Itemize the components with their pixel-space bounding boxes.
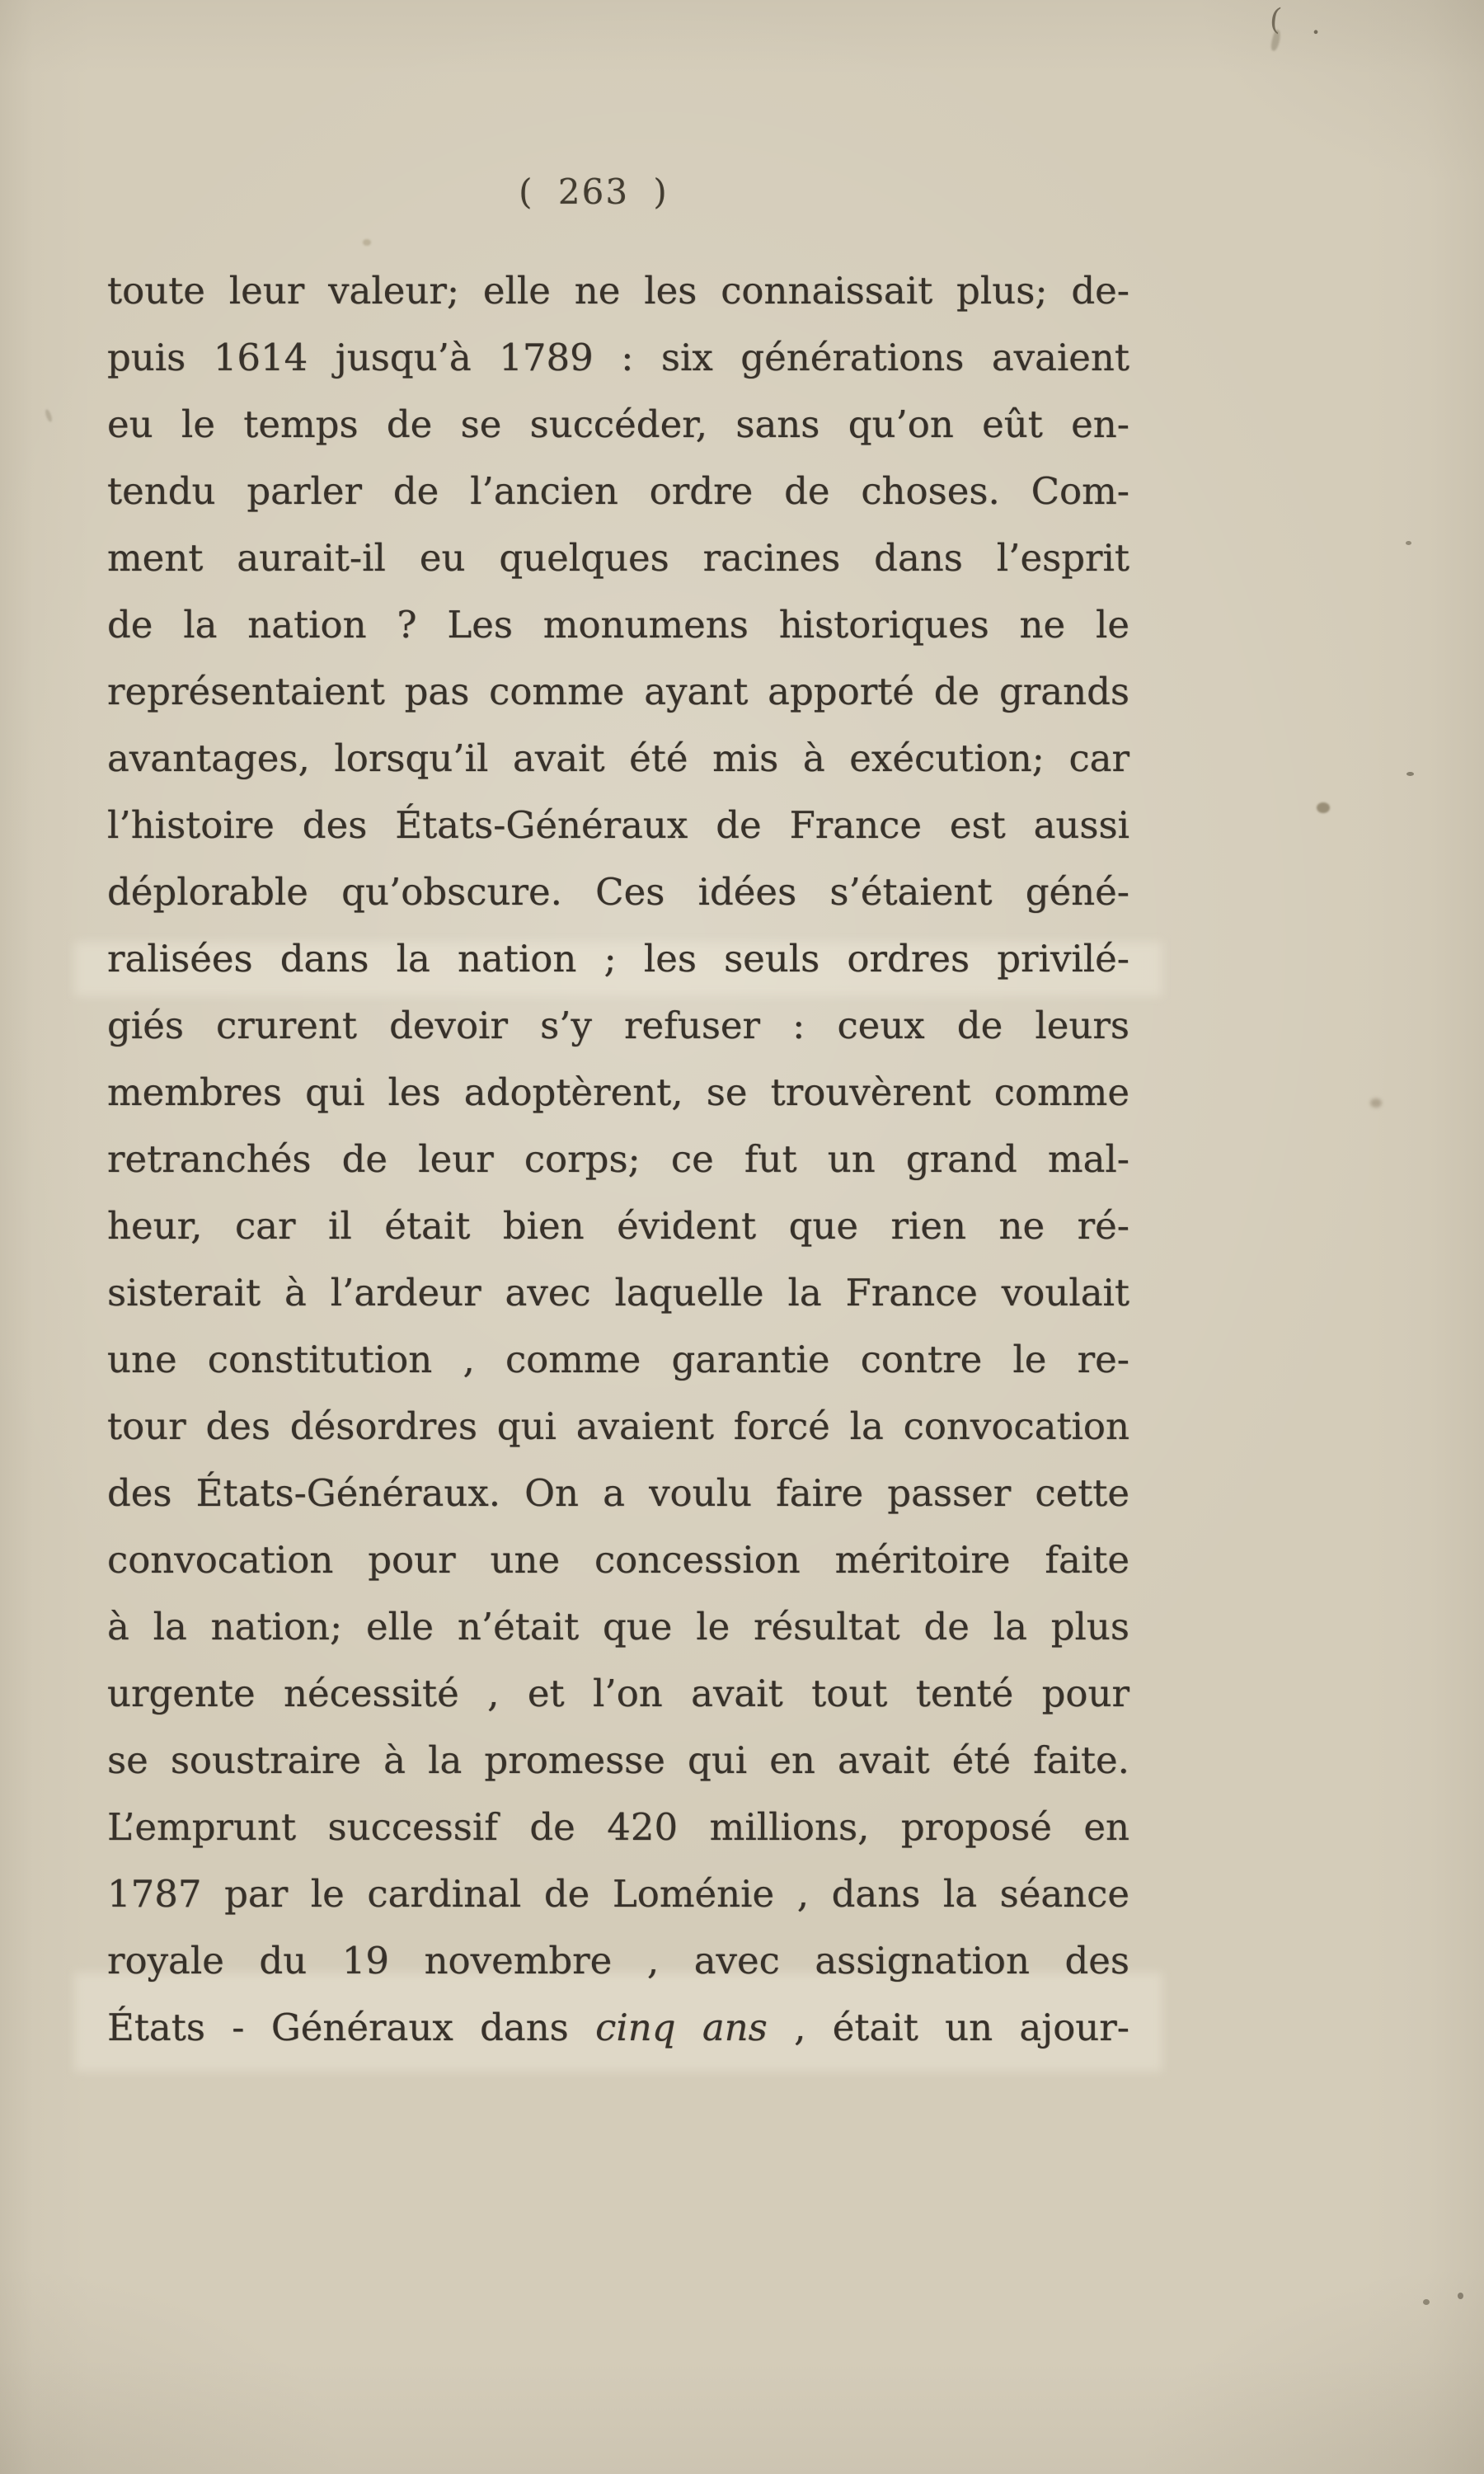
text-line: puis 1614 jusqu’à 1789 : six générations avaient <box>107 336 1129 379</box>
page-number-header: ( 263 ) <box>519 172 669 212</box>
text-line: se soustraire à la promesse qui en avait été faite. <box>107 1738 1129 1782</box>
text-line: ralisées dans la nation ; les seuls ordres privilé- <box>107 937 1129 981</box>
corner-scan-mark: ( . <box>1268 2 1323 42</box>
paper-speck <box>1423 2299 1430 2305</box>
paper-speck <box>1407 772 1414 776</box>
text-line: l’histoire des États-Généraux de France est aussi <box>107 803 1129 847</box>
text-line: 1787 par le cardinal de Loménie , dans la séance <box>107 1872 1129 1916</box>
text-line: de la nation ? Les monumens historiques ne le <box>107 603 1129 647</box>
text-line: convocation pour une concession méritoire faite <box>107 1538 1129 1582</box>
text-line: sisterait à l’ardeur avec laquelle la France voulait <box>107 1271 1129 1315</box>
text-line: ment aurait-il eu quelques racines dans l’esprit <box>107 536 1129 580</box>
text-line: urgente nécessité , et l’on avait tout tenté pour <box>107 1672 1129 1715</box>
paper-speck <box>1406 541 1411 545</box>
italic-phrase: cinq ans <box>595 2006 768 2049</box>
paper-speck <box>1458 2293 1463 2299</box>
text-line: retranchés de leur corps; ce fut un grand mal- <box>107 1137 1129 1181</box>
paper-speck <box>44 408 53 422</box>
paper-speck <box>363 239 371 246</box>
text-line: giés crurent devoir s’y refuser : ceux de leurs <box>107 1004 1129 1047</box>
text-line: tendu parler de l’ancien ordre de choses. Com- <box>107 469 1129 513</box>
text-line: membres qui les adoptèrent, se trouvèrent comme <box>107 1070 1129 1114</box>
paper-speck <box>1317 802 1330 813</box>
text-line: des États-Généraux. On a voulu faire passer cette <box>107 1471 1129 1515</box>
text-line: une constitution , comme garantie contre le re- <box>107 1338 1129 1381</box>
text-line: eu le temps de se succéder, sans qu’on eût en- <box>107 402 1129 446</box>
text-line: représentaient pas comme ayant apporté de grands <box>107 670 1129 713</box>
body-text <box>107 257 1129 2061</box>
text-line: à la nation; elle n’était que le résultat de la plus <box>107 1605 1129 1649</box>
text-line <box>107 1994 1129 2061</box>
text-run: États - Généraux dans <box>107 2006 596 2049</box>
text-run: , était un ajour- <box>767 2006 1130 2049</box>
text-line: déplorable qu’obscure. Ces idées s’étaient géné- <box>107 870 1129 914</box>
text-line: heur, car il était bien évident que rien ne ré- <box>107 1204 1129 1248</box>
text-line: L’emprunt successif de 420 millions, proposé en <box>107 1805 1129 1849</box>
text-line: royale du 19 novembre , avec assignation des <box>107 1939 1129 1982</box>
text-line: avantages, lorsqu’il avait été mis à exécution; car <box>107 736 1129 780</box>
text-line: tour des désordres qui avaient forcé la convocation <box>107 1404 1129 1448</box>
text-line: toute leur valeur; elle ne les connaissait plus; de- <box>107 269 1129 313</box>
paper-speck <box>1370 1098 1382 1108</box>
